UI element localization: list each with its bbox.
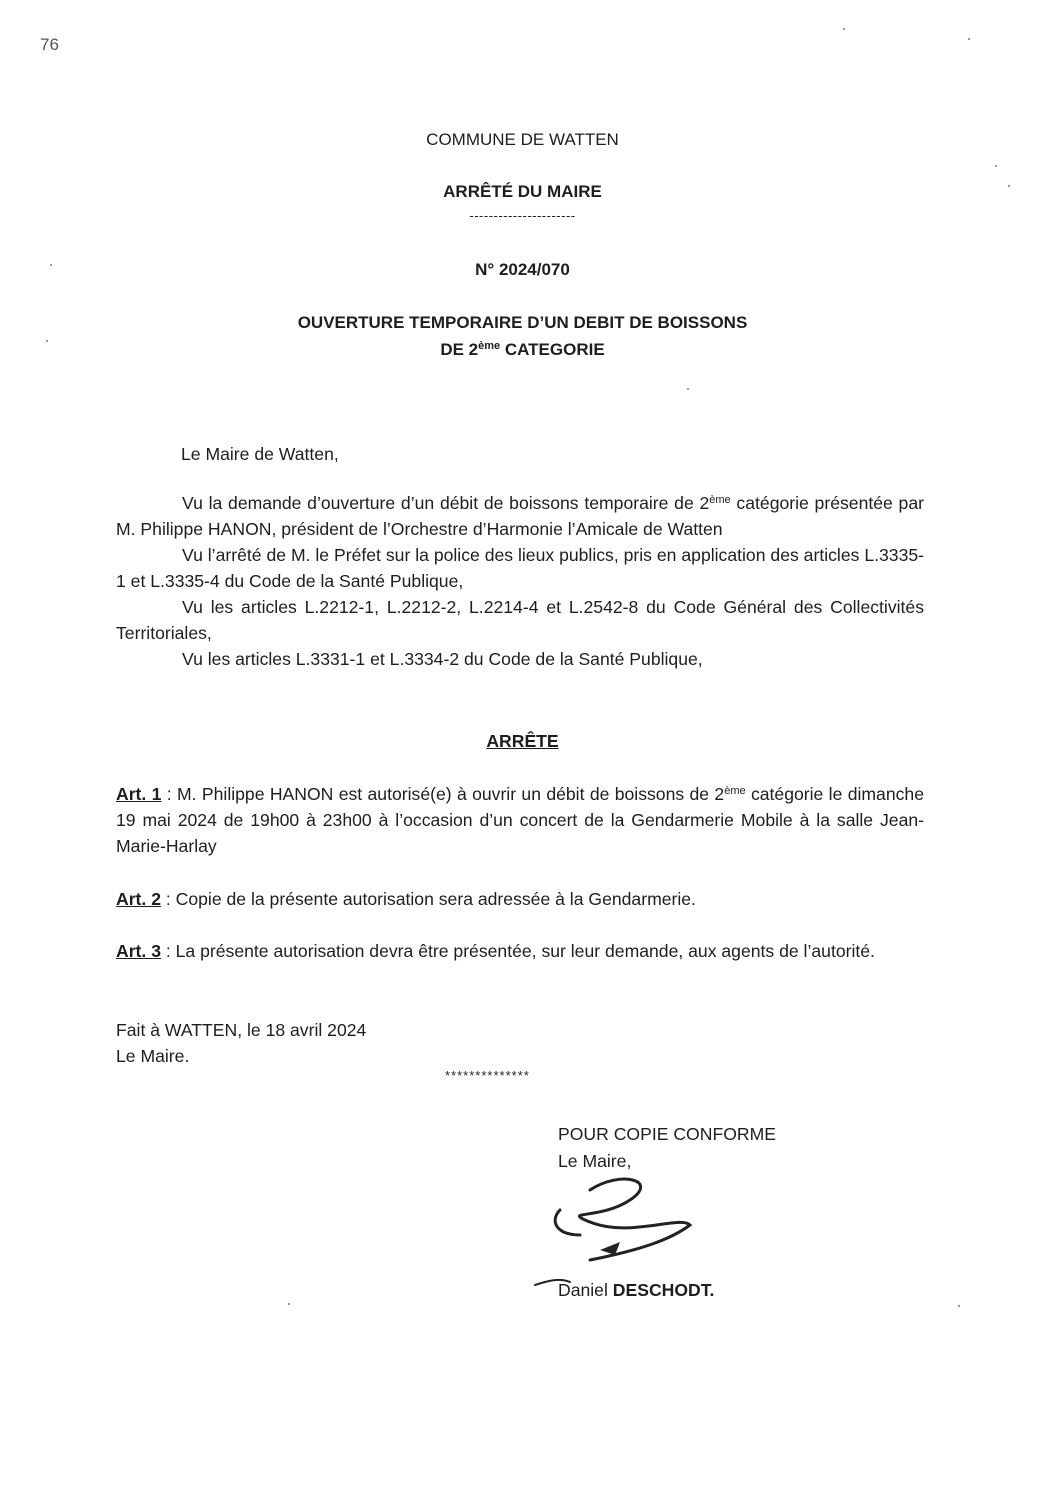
article-3-label: Art. 3: [116, 941, 161, 961]
decree-title-line1: OUVERTURE TEMPORAIRE D’UN DEBIT DE BOISSONS: [297, 313, 748, 332]
arrete-heading: ARRÊTE: [486, 731, 559, 751]
article-3: Art. 3 : La présente autorisation devra être présentée, sur leur demande, aux agents de l’autorité.: [116, 941, 875, 961]
article-2: Art. 2 : Copie de la présente autorisation sera adressée à la Gendarmerie.: [116, 889, 696, 909]
considerant-4: Vu les articles L.3331-1 et L.3334-2 du Code de la Santé Publique,: [182, 649, 703, 669]
stars-separator: **************: [445, 1068, 530, 1083]
scan-speck: [958, 1305, 960, 1307]
scan-speck: [288, 1303, 290, 1305]
scan-speck: [46, 340, 48, 342]
decree-number: N° 2024/070: [475, 260, 570, 279]
decree-type: ARRÊTÉ DU MAIRE: [443, 182, 602, 201]
closing-signatory: Le Maire.: [116, 1046, 190, 1066]
mayor-name: Daniel DESCHODT.: [558, 1280, 715, 1300]
scan-speck: [995, 165, 997, 167]
article-1: Art. 1 : M. Philippe HANON est autorisé(e) à ouvrir un débit de boissons de 2ème catégorie le dimanche 19 mai 2024 de 19h00 à 23h00 à l’occasion d’un concert de la Gendarmerie Mobile à la salle Jean-Marie-Harlay: [116, 784, 924, 856]
scan-speck: [50, 264, 52, 266]
article-2-label: Art. 2: [116, 889, 161, 909]
scan-speck: [968, 38, 970, 40]
commune-name: COMMUNE DE WATTEN: [426, 130, 619, 149]
place-date: Fait à WATTEN, le 18 avril 2024: [116, 1020, 367, 1040]
closing: [116, 1017, 366, 1069]
article-1-label: Art. 1: [116, 784, 162, 804]
considerant-1: Vu la demande d’ouverture d’un débit de boissons temporaire de 2ème catégorie présentée par M. Philippe HANON, président de l’Orchestre d’Harmonie l’Amicale de Watten: [116, 493, 924, 539]
header-separator: ----------------------: [469, 208, 576, 223]
considerants: [116, 490, 924, 672]
scan-speck: [843, 28, 845, 30]
scan-speck: [687, 388, 689, 390]
considerant-3: Vu les articles L.2212-1, L.2212-2, L.2214-4 et L.2542-8 du Code Général des Collectivités Territoriales,: [116, 597, 924, 643]
handwritten-signature: [530, 1160, 720, 1290]
certification-line1: POUR COPIE CONFORME: [558, 1124, 776, 1144]
greeting: Le Maire de Watten,: [181, 444, 339, 464]
decree-title-line2: DE 2ème CATEGORIE: [440, 340, 605, 359]
page-number: 76: [40, 35, 59, 54]
scan-speck: [1008, 185, 1010, 187]
considerant-2: Vu l’arrêté de M. le Préfet sur la police des lieux publics, pris en application des articles L.3335-1 et L.3335-4 du Code de la Santé Publique,: [116, 545, 924, 591]
certification-line2: Le Maire,: [558, 1151, 632, 1171]
